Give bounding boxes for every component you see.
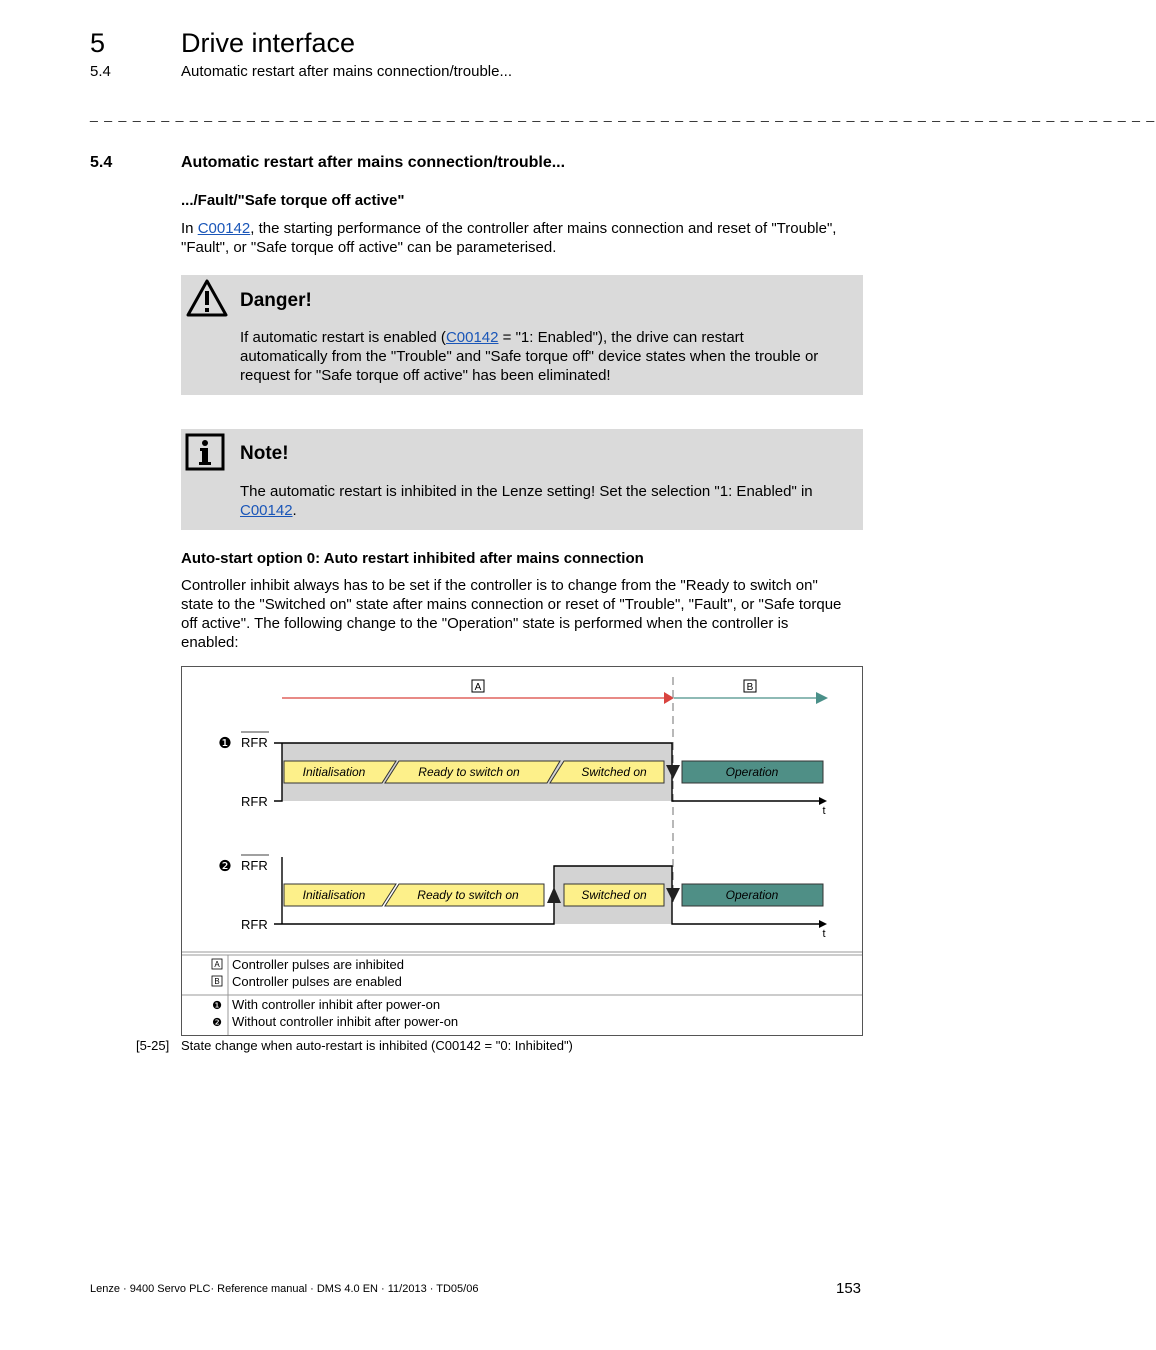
header-section-number: 5.4 (90, 63, 111, 80)
warning-triangle-icon (186, 279, 228, 317)
c00142-link[interactable]: C00142 (445, 329, 499, 346)
state-operation-label: Operation (725, 765, 779, 779)
time-label: t (822, 928, 826, 940)
legend-text-b: Controller pulses are enabled (232, 974, 402, 989)
note-title: Note! (240, 443, 289, 464)
state-initialisation-label: Initialisation (302, 888, 366, 902)
danger-title: Danger! (240, 290, 312, 311)
chapter-number: 5 (90, 28, 106, 58)
rfr-bar-label: RFR (241, 735, 268, 750)
danger-text: If automatic restart is enabled (C00142 = "1: Enabled"), the drive can restart automatically from the "Trouble" and "Safe torque off" device states when the trouble or request for "Safe torque off active" has been eliminated! (240, 329, 819, 384)
intro-paragraph (181, 219, 863, 257)
section-title: Automatic restart after mains connection/trouble... (181, 154, 566, 171)
pulses-enabled-arrowhead (816, 692, 828, 704)
state-ready-label: Ready to switch on (418, 765, 520, 779)
state-ready-label: Ready to switch on (417, 888, 519, 902)
option-heading: Auto-start option 0: Auto restart inhibited after mains connection (181, 550, 644, 567)
intro-line-1: In C00142, the starting performance of the controller after mains connection and reset of "Trouble", (181, 220, 837, 237)
figure-number: [5-25] (136, 1038, 170, 1053)
header-divider: _ _ _ _ _ _ _ _ _ _ _ _ _ _ _ _ _ _ _ _ _ _ _ _ _ _ _ _ _ _ _ _ _ _ _ _ _ _ _ _ _ _ _ _ _ _ _ _ _ _ _ _ _ _ _ _ _ _ _ _ _ _ _ _ _ _ _ _ _ _ _ _ _ _ _ (90, 106, 1156, 122)
legend-key-1: ❶ (212, 1000, 222, 1012)
legend-text-1: With controller inhibit after power-on (232, 997, 441, 1012)
rfr-label: RFR (241, 794, 268, 809)
state-diagram-figure (181, 666, 863, 1036)
header-section-title: Automatic restart after mains connection/trouble... (181, 63, 512, 80)
state-switched-label: Switched on (581, 888, 647, 902)
state-initialisation-label: Initialisation (302, 765, 366, 779)
chapter-title: Drive interface (181, 28, 356, 58)
intro-line-2: "Fault", or "Safe torque off active" can be parameterised. (181, 239, 557, 256)
time-label: t (822, 805, 826, 817)
legend-text-a: Controller pulses are inhibited (232, 957, 404, 972)
marker-a-label: A (474, 682, 482, 693)
legend-key-b: B (214, 977, 220, 986)
info-icon (185, 433, 225, 471)
footer-text: Lenze · 9400 Servo PLC· Reference manual · DMS 4.0 EN · 11/2013 · TD05/06 (90, 1283, 479, 1295)
c00142-link[interactable]: C00142 (240, 502, 293, 519)
note-text: The automatic restart is inhibited in the Lenze setting! Set the selection "1: Enabled" in C00142. (240, 483, 813, 519)
danger-box (181, 275, 863, 395)
state-switched-label: Switched on (581, 765, 647, 779)
note-box (181, 429, 863, 530)
section-number: 5.4 (90, 154, 113, 171)
legend-key-2: ❷ (212, 1017, 222, 1029)
marker-b-label: B (746, 682, 754, 693)
figure-caption: State change when auto-restart is inhibited (C00142 = "0: Inhibited") (181, 1038, 573, 1053)
legend-text-2: Without controller inhibit after power-on (232, 1014, 459, 1029)
row2-marker: ❷ (218, 858, 232, 875)
rfr-bar-label: RFR (241, 858, 268, 873)
rfr-label: RFR (241, 917, 268, 932)
row1-marker: ❶ (218, 735, 232, 752)
option-paragraph: Controller inhibit always has to be set if the controller is to change from the "Ready to switch on" state to the "Switched on" state after mains connection or reset of "Trouble", "Fault", or "Safe torque off active". The following change to the "Operation" state is performed when the controller is enabled: (181, 577, 842, 651)
page-number: 153 (836, 1280, 862, 1297)
state-operation-label: Operation (725, 888, 779, 902)
legend-key-a: A (214, 960, 220, 969)
subheading: .../Fault/"Safe torque off active" (181, 192, 405, 209)
c00142-link[interactable]: C00142 (197, 220, 251, 237)
